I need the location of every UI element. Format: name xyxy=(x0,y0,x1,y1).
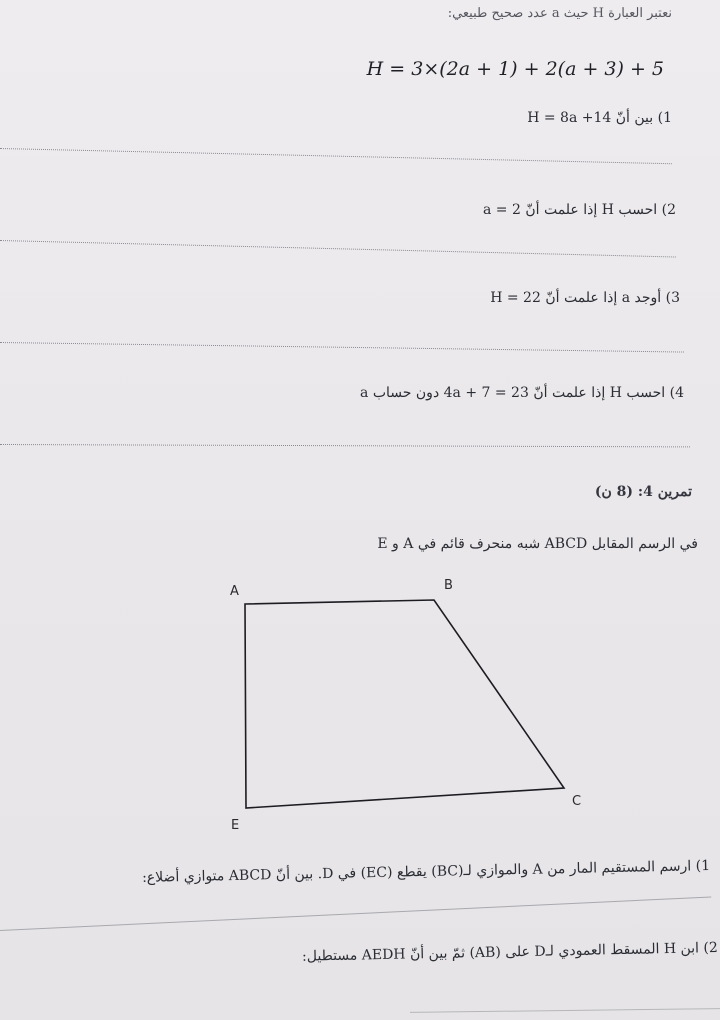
answer-line-6 xyxy=(410,1008,720,1013)
vertex-c-label: C xyxy=(572,794,582,809)
answer-line-1 xyxy=(0,148,672,164)
question-1: 1) بين أنّ H = 8a +14 xyxy=(527,110,672,126)
trapezoid-figure xyxy=(0,560,720,850)
exercise-intro: نعتبر العبارة H حيث a عدد صحيح طبيعي: xyxy=(447,6,672,21)
exercise-4-title: تمرين 4: (8 ن) xyxy=(594,484,692,500)
vertex-e-label: E xyxy=(231,818,240,833)
answer-line-3 xyxy=(0,342,684,353)
trapezoid-diagram xyxy=(0,560,720,850)
task-2: 2) ابن H المسقط العمودي لـD على (AB) ثمّ بين أنّ AEDH مستطيل: xyxy=(302,940,719,965)
vertex-a-label: A xyxy=(230,584,239,599)
question-3: 3) أوجد a إذا علمت أنّ H = 22 xyxy=(490,290,680,306)
task-1: 1) ارسم المستقيم المار من A والموازي لـ(BC) يقطع (EC) في D. بين أنّ ABCD متوازي أضلاع: xyxy=(141,858,711,886)
trapezoid-abcd xyxy=(245,600,564,808)
answer-line-4 xyxy=(0,444,690,447)
question-4: 4) احسب H إذا علمت أنّ 4a + 7 = 23 دون حساب a xyxy=(360,385,684,401)
question-2: 2) احسب H إذا علمت أنّ a = 2 xyxy=(482,202,676,218)
answer-line-5 xyxy=(0,896,711,931)
answer-line-2 xyxy=(0,240,676,258)
exercise-4-description: في الرسم المقابل ABCD شبه منحرف قائم في A و E xyxy=(377,536,698,552)
vertex-b-label: B xyxy=(444,578,453,593)
expression-h: H = 3×(2a + 1) + 2(a + 3) + 5 xyxy=(366,58,664,80)
